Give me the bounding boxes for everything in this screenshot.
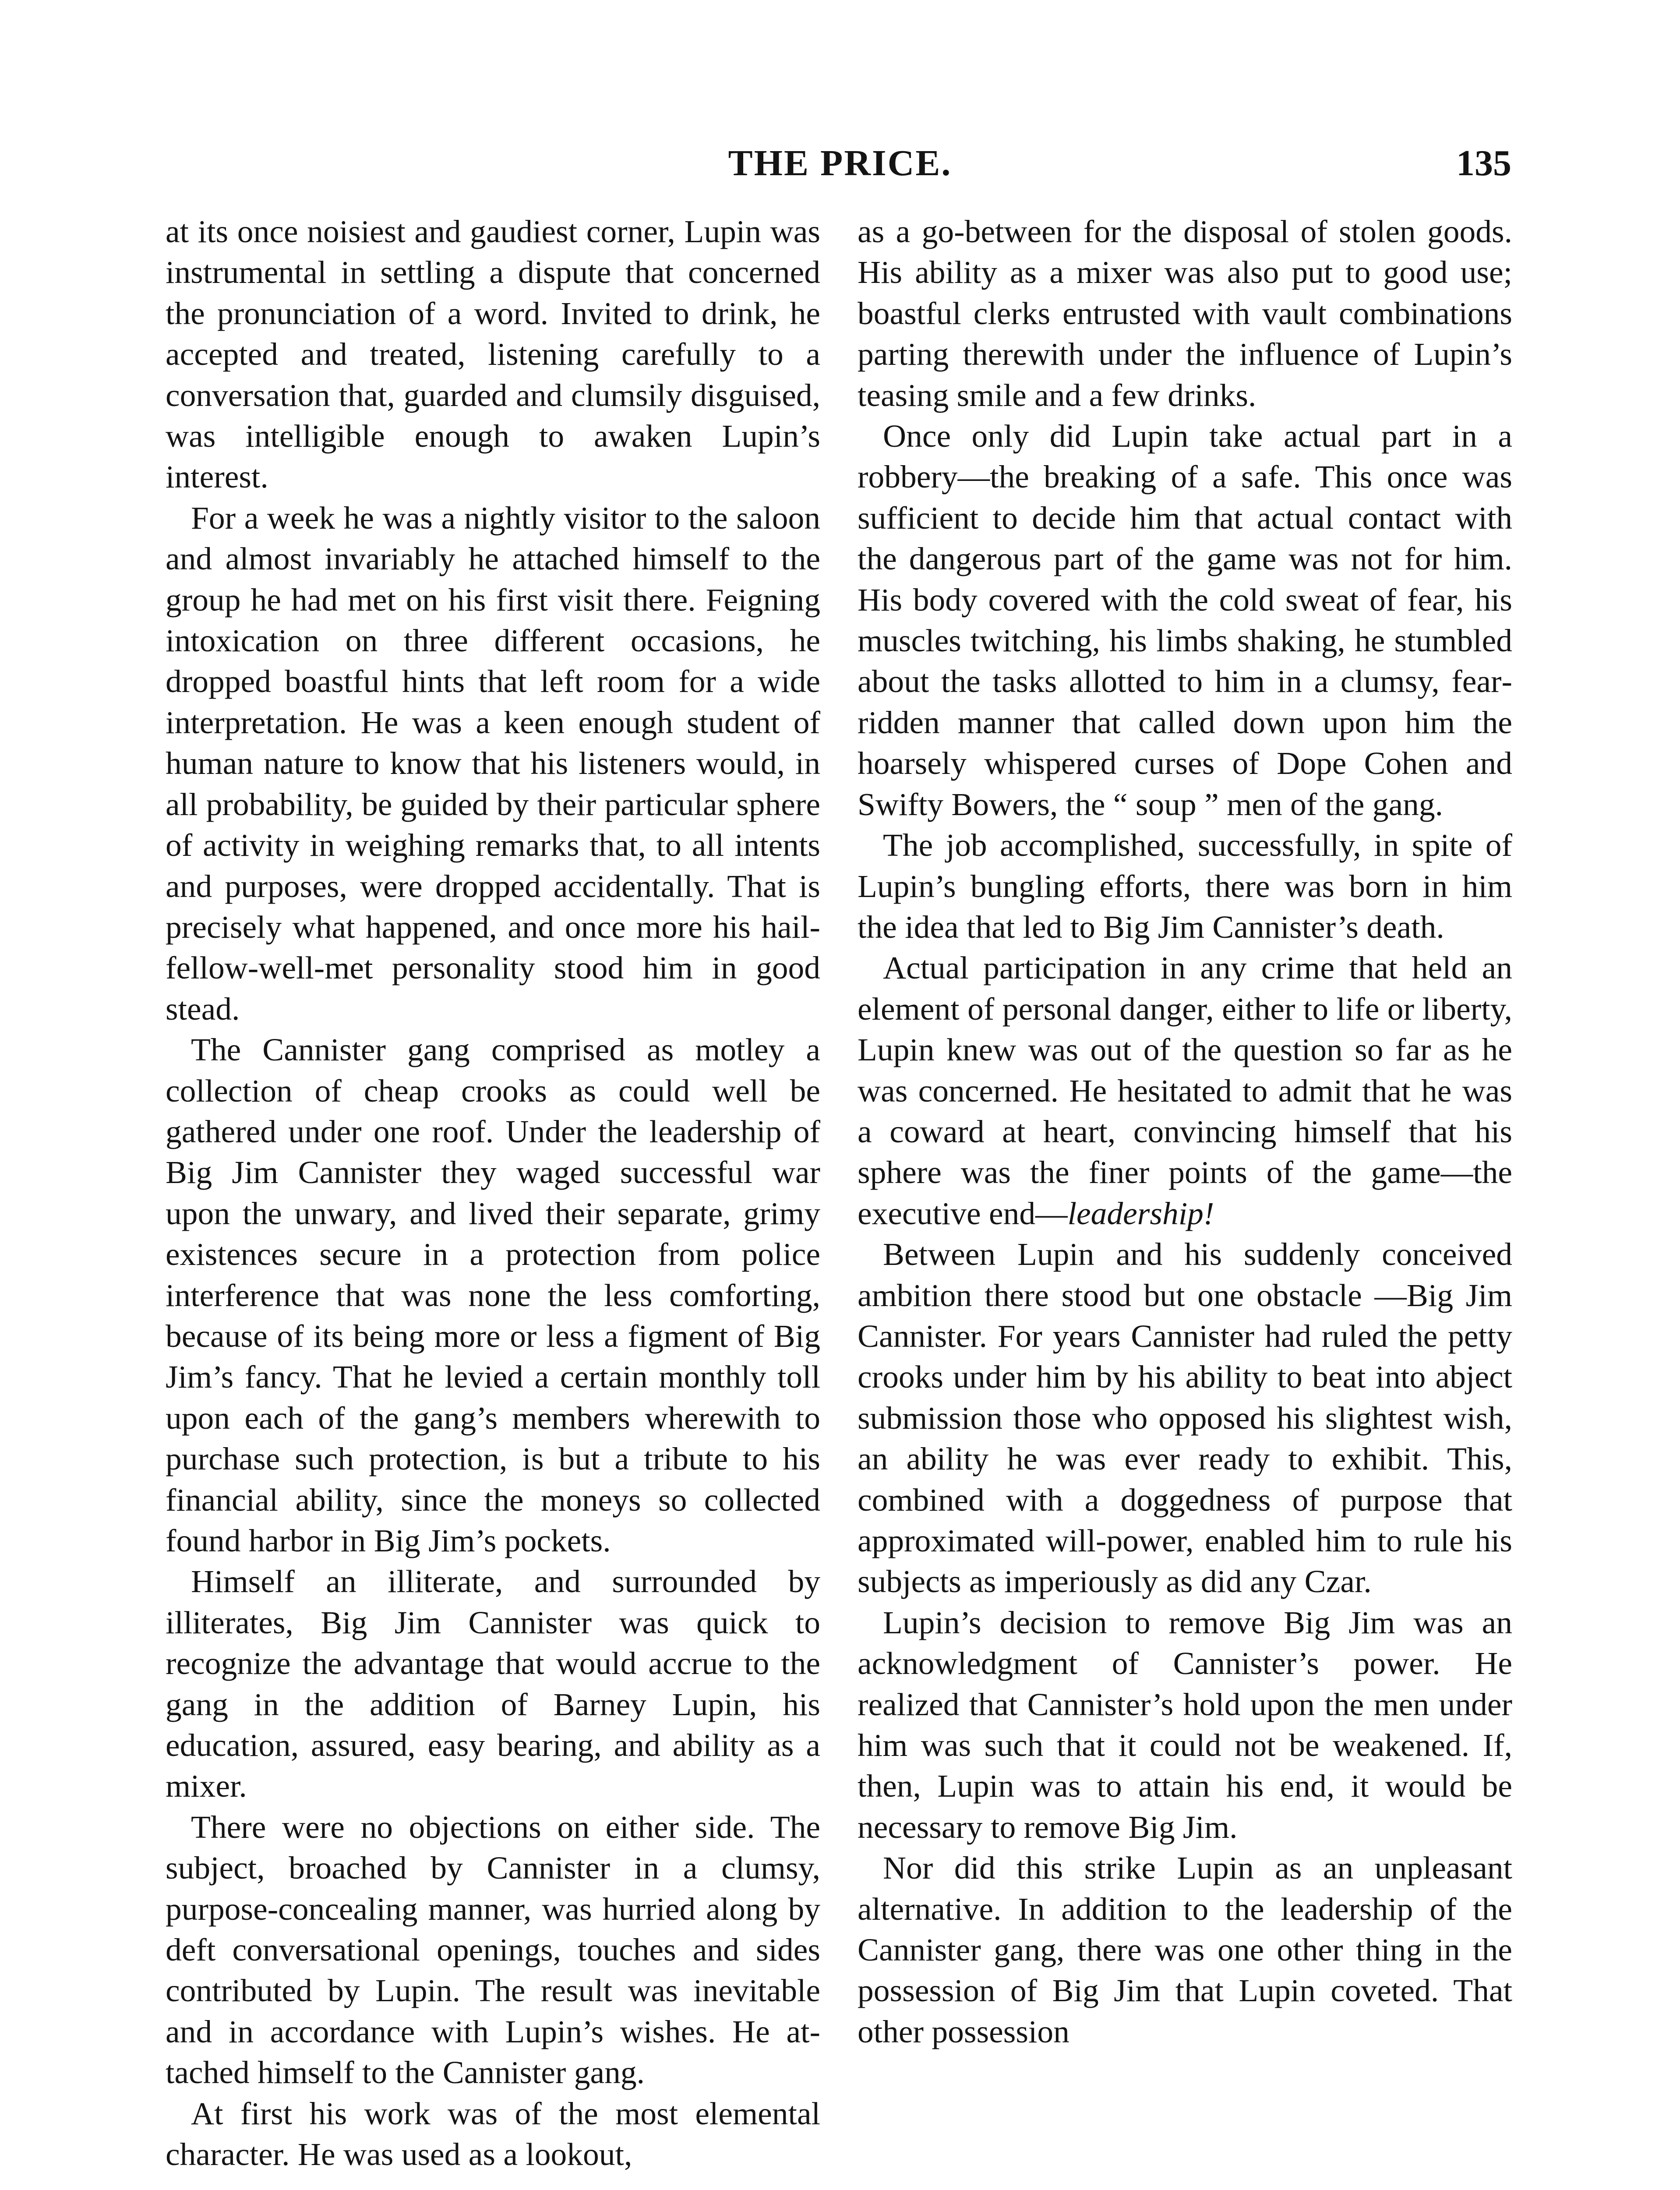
paragraph — [858, 947, 1512, 1234]
paragraph: For a week he was a nightly visitor to the saloon and almost invariably he attached himself to the group he had met on his first visit there. Feigning intoxication on three different occasions, he dropped boastful hints that left room for a wide interpretation. He was a keen enough student of human nature to know that his listeners would, in all probability, be guided by their particular sphere of activity in weighing remarks that, to all intents and purposes, were dropped accidentally. That is precisely what happened, and once more his hail-fellow-well-met personality stood him in good stead. — [166, 500, 820, 1027]
paragraph: at its once noisiest and gaudiest corner, Lupin was instrumental in settling a dispute that concerned the pronunciation of a word. Invited to drink, he accepted and treated, listening carefully to a conversation that, guarded and clumsily disguised, was intelligible enough to awaken Lupin’s interest. — [166, 214, 820, 495]
paragraph: Lupin’s decision to remove Big Jim was an acknowledgment of Cannister’s power. He realized that Cannister’s hold upon the men under him was such that it could not be weakened. If, then, Lupin was to attain his end, it would be necessary to remove Big Jim. — [858, 1604, 1512, 1845]
paragraph: Himself an illiterate, and surrounded by illiterates, Big Jim Cannister was quick to recognize the advantage that would accrue to the gang in the addition of Barney Lupin, his education, assured, easy bearing, and ability as a mixer. — [166, 1564, 820, 1804]
paragraph: At first his work was of the most elemental character. He was used as a lookout, — [166, 2095, 820, 2172]
paragraph: There were no objections on either side. The subject, broached by Cannister in a clumsy, purpose-concealing manner, was hurried along by deft conversational openings, touches and sides contributed by Lupin. The result was inevitable and in accordance with Lupin’s wishes. He attached himself to the Cannister gang. — [166, 1809, 820, 2091]
paragraph: as a go-between for the disposal of stolen goods. His ability as a mixer was also put to good use; boastful clerks entrusted with vault combinations parting therewith under the influence of Lupin’s teasing smile and a few drinks. — [858, 214, 1512, 413]
paragraph-text: Actual participation in any crime that held an element of personal danger, either to life or liberty, Lupin knew was out of the question so far as he was concerned. He hesitated to admit that he was a coward at heart, convincing himself that his sphere was the finer points of the game—the executive end— — [858, 950, 1512, 1231]
paragraph: Nor did this strike Lupin as an unpleasant alternative. In addition to the leadership of the Cannister gang, there was one other thing in the possession of Big Jim that Lupin coveted. That other possession — [858, 1850, 1512, 2049]
running-title: THE PRICE. — [728, 143, 952, 184]
paragraph: The Cannister gang comprised as motley a collection of cheap crooks as could well be gathered under one roof. Under the leadership of Big Jim Cannister they waged successful war upon the unwary, and lived their separate, grimy existences secure in a protection from police interference that was none the less comforting, because of its being more or less a figment of Big Jim’s fancy. That he levied a certain monthly toll upon each of the gang’s members wherewith to purchase such protection, is but a tribute to his financial ability, since the moneys so collected found harbor in Big Jim’s pockets. — [166, 1032, 820, 1558]
left-text-column — [166, 211, 820, 2175]
paragraph: Once only did Lupin take actual part in a robbery—the breaking of a safe. This once was sufficient to decide him that actual contact with the dangerous part of the game was not for him. His body covered with the cold sweat of fear, his muscles twitching, his limbs shaking, he stumbled about the tasks allotted to him in a clumsy, fearridden manner that called down upon him the hoarsely whispered curses of Dope Cohen and Swifty Bowers, the “ soup ” men of the gang. — [858, 418, 1512, 822]
italic-emphasis: leadership! — [1067, 1195, 1214, 1231]
page-header — [0, 139, 1680, 187]
paragraph: Between Lupin and his suddenly conceived ambition there stood but one obstacle —Big Jim Cannister. For years Cannister had ruled the petty crooks under him by his ability to beat into abject submission those who opposed his slightest wish, an ability he was ever ready to exhibit. This, combined with a doggedness of purpose that approximated will-power, enabled him to rule his subjects as imperiously as did any Czar. — [858, 1236, 1512, 1600]
page-number: 135 — [1456, 143, 1511, 184]
paragraph: The job accomplished, successfully, in spite of Lupin’s bungling efforts, there was born in him the idea that led to Big Jim Cannister’s death. — [858, 827, 1512, 945]
right-text-column — [858, 211, 1512, 2052]
